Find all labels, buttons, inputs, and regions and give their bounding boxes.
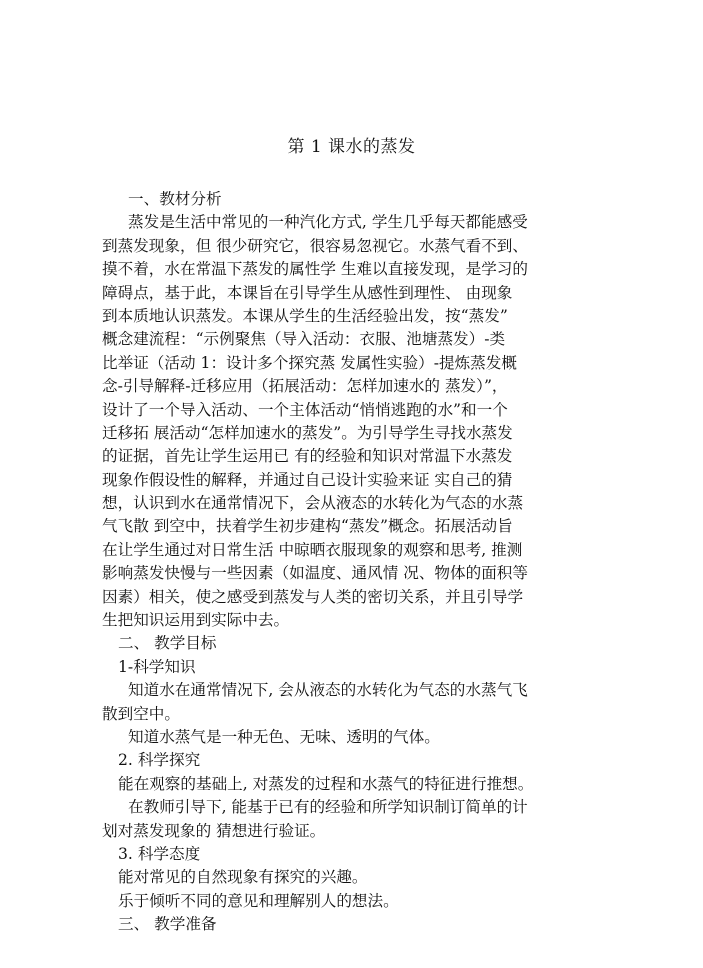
paragraph-line: 迁移拓 展活动“怎样加速水的蒸发”。为引导学生寻找水蒸发: [102, 423, 513, 442]
paragraph-line: 能对常见的自然现象有探究的兴趣。: [118, 868, 368, 887]
paragraph-line: 设计了一个导入活动、一个主体活动“悄悄逃跑的水”和一个: [102, 400, 508, 419]
paragraph-line: 到本质地认识蒸发。本课从学生的生活经验出发，按“蒸发”: [102, 306, 508, 325]
subsection-heading: 3. 科学态度: [118, 844, 201, 863]
paragraph-line: 知道水蒸气是一种无色、无味、透明的气体。: [128, 727, 440, 746]
paragraph-line: 散到空中。: [102, 704, 180, 723]
subsection-heading: 2. 科学探究: [118, 751, 201, 770]
paragraph-line: 的证据，首先让学生运用已 有的经验和知识对常温下水蒸发: [102, 447, 513, 466]
paragraph-line: 因素）相关，使之感受到蒸发与人类的密切关系，并且引导学: [102, 587, 524, 606]
paragraph-line: 念-引导解释-迁移应用（拓展活动：怎样加速水的 蒸发）”，: [102, 377, 508, 396]
paragraph-line: 影响蒸发快慢与一些因素（如温度、通风情 况、物体的面积等: [102, 564, 528, 583]
document-body: [102, 188, 602, 937]
paragraph-line: 想，认识到水在通常情况下，会从液态的水转化为气态的水蒸: [102, 494, 524, 513]
paragraph-line: 乐于倾听不同的意见和理解别人的想法。: [118, 891, 399, 910]
paragraph-line: 摸不着，水在常温下蒸发的属性学 生难以直接发现，是学习的: [102, 260, 528, 279]
paragraph-line: 气飞散 到空中，扶着学生初步建构“蒸发”概念。拓展活动旨: [102, 517, 513, 536]
section-heading: 一、教材分析: [128, 190, 222, 208]
paragraph-line: 生把知识运用到实际中去。: [102, 611, 290, 630]
section-heading: 三、 教学准备: [118, 915, 217, 934]
paragraph-line: 概念建流程：“示例聚焦（导入活动：衣服、池塘蒸发）-类: [102, 330, 506, 349]
paragraph-line: 能在观察的基础上, 对蒸发的过程和水蒸气的特征进行推想。: [118, 774, 534, 793]
section-heading: 二、 教学目标: [118, 634, 217, 653]
paragraph-line: 知道水在通常情况下, 会从液态的水转化为气态的水蒸气飞: [128, 681, 528, 700]
paragraph-line: 到蒸发现象，但 很少研究它，很容易忽视它。水蒸气看不到、: [102, 236, 528, 255]
paragraph-line: 比举证（活动 1：设计多个探究蒸 发属性实验）-提炼蒸发概: [102, 353, 517, 372]
paragraph-line: 在让学生通过对日常生活 中晾晒衣服现象的观察和思考, 推测: [102, 540, 523, 559]
paragraph-line: 划对蒸发现象的 猜想进行验证。: [102, 821, 326, 840]
document-title: 第 1 课水的蒸发: [287, 137, 416, 157]
paragraph-line: 障碍点，基于此，本课旨在引导学生从感性到理性、 由现象: [102, 283, 513, 302]
paragraph-line: 蒸发是生活中常见的一种汽化方式, 学生几乎每天都能感受: [128, 213, 528, 232]
subsection-heading: 1-科学知识: [118, 657, 196, 676]
paragraph-line: 现象作假设性的解释，并通过自己设计实验来证 实自己的猜: [102, 470, 513, 489]
paragraph-line: 在教师引导下, 能基于已有的经验和所学知识制订简单的计: [128, 798, 528, 817]
